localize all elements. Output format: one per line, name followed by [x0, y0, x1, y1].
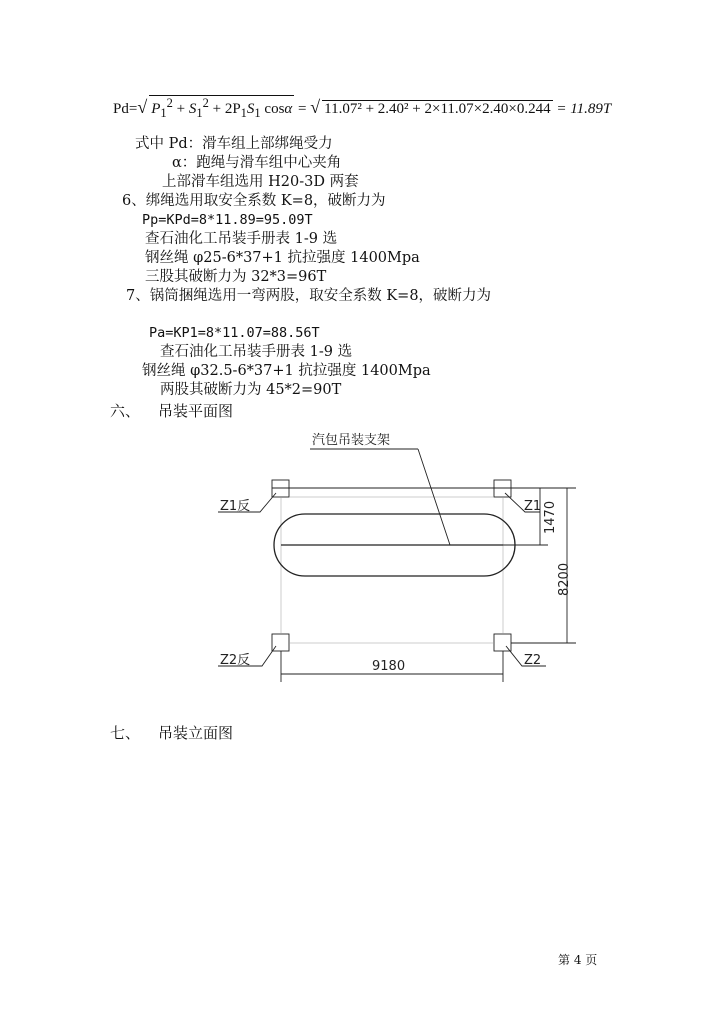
- formula-result: = 11.89T: [556, 101, 612, 117]
- section-title: 吊装平面图: [158, 402, 234, 420]
- text-line: 6、绑绳选用取安全系数 K=8，破断力为: [122, 193, 386, 209]
- page-number: 第 4 页: [558, 953, 598, 967]
- section-number: 六、: [110, 402, 141, 420]
- label-z1-rev: Z1反: [220, 499, 251, 514]
- section-number: 七、: [110, 724, 141, 742]
- label-z2-rev: Z2反: [220, 653, 251, 668]
- text-line: 查石油化工吊装手册表 1-9 选: [145, 231, 338, 247]
- label-z2: Z2: [524, 653, 542, 668]
- text-line: 7、锅筒捆绳选用一弯两股，取安全系数 K=8，破断力为: [126, 288, 492, 304]
- dim-9180: 9180: [372, 659, 406, 674]
- force-formula: Pd=√ $P_1^2 + S_1^2 + 2P_1S_1$ cosα = √ 11.07² + 2.40² + 2×11.07×2.40×0.244 = 11.89T: [113, 96, 612, 120]
- text-line: 上部滑车组选用 H20-3D 两套: [162, 174, 359, 190]
- text-line: Pp=KPd=8*11.89=95.09T: [142, 212, 313, 228]
- support-z1: [494, 480, 511, 497]
- text-line: 三股其破断力为 32*3=96T: [145, 269, 327, 285]
- formula-eq: =: [298, 101, 311, 117]
- sqrt-sign: √: [137, 97, 148, 117]
- text-line: 查石油化工吊装手册表 1-9 选: [160, 344, 353, 360]
- text-line: Pa=KP1=8*11.07=88.56T: [149, 325, 320, 341]
- text-line: 钢丝绳 φ25-6*37+1 抗拉强度 1400Mpa: [145, 250, 420, 266]
- formula-numeric: 11.07² + 2.40² + 2×11.07×2.40×0.244: [324, 101, 551, 117]
- section-title: 吊装立面图: [158, 724, 234, 742]
- text-line: 钢丝绳 φ32.5-6*37+1 抗拉强度 1400Mpa: [142, 363, 431, 379]
- dim-8200: 8200: [557, 562, 572, 596]
- text-line: 式中 Pd：滑车组上部绑绳受力: [135, 136, 333, 152]
- text-line: 两股其破断力为 45*2=90T: [160, 382, 342, 398]
- section-7-heading: [110, 722, 233, 743]
- formula-lhs: Pd=: [113, 101, 138, 117]
- dim-1470: 1470: [543, 500, 558, 534]
- label-z1: Z1: [524, 499, 542, 514]
- text-line: α：跑绳与滑车组中心夹角: [172, 155, 342, 171]
- formula-symbolic: $P_1^2 + S_1^2 + 2P_1S_1$ cosα: [151, 96, 293, 120]
- callout-label: 汽包吊装支架: [312, 433, 391, 448]
